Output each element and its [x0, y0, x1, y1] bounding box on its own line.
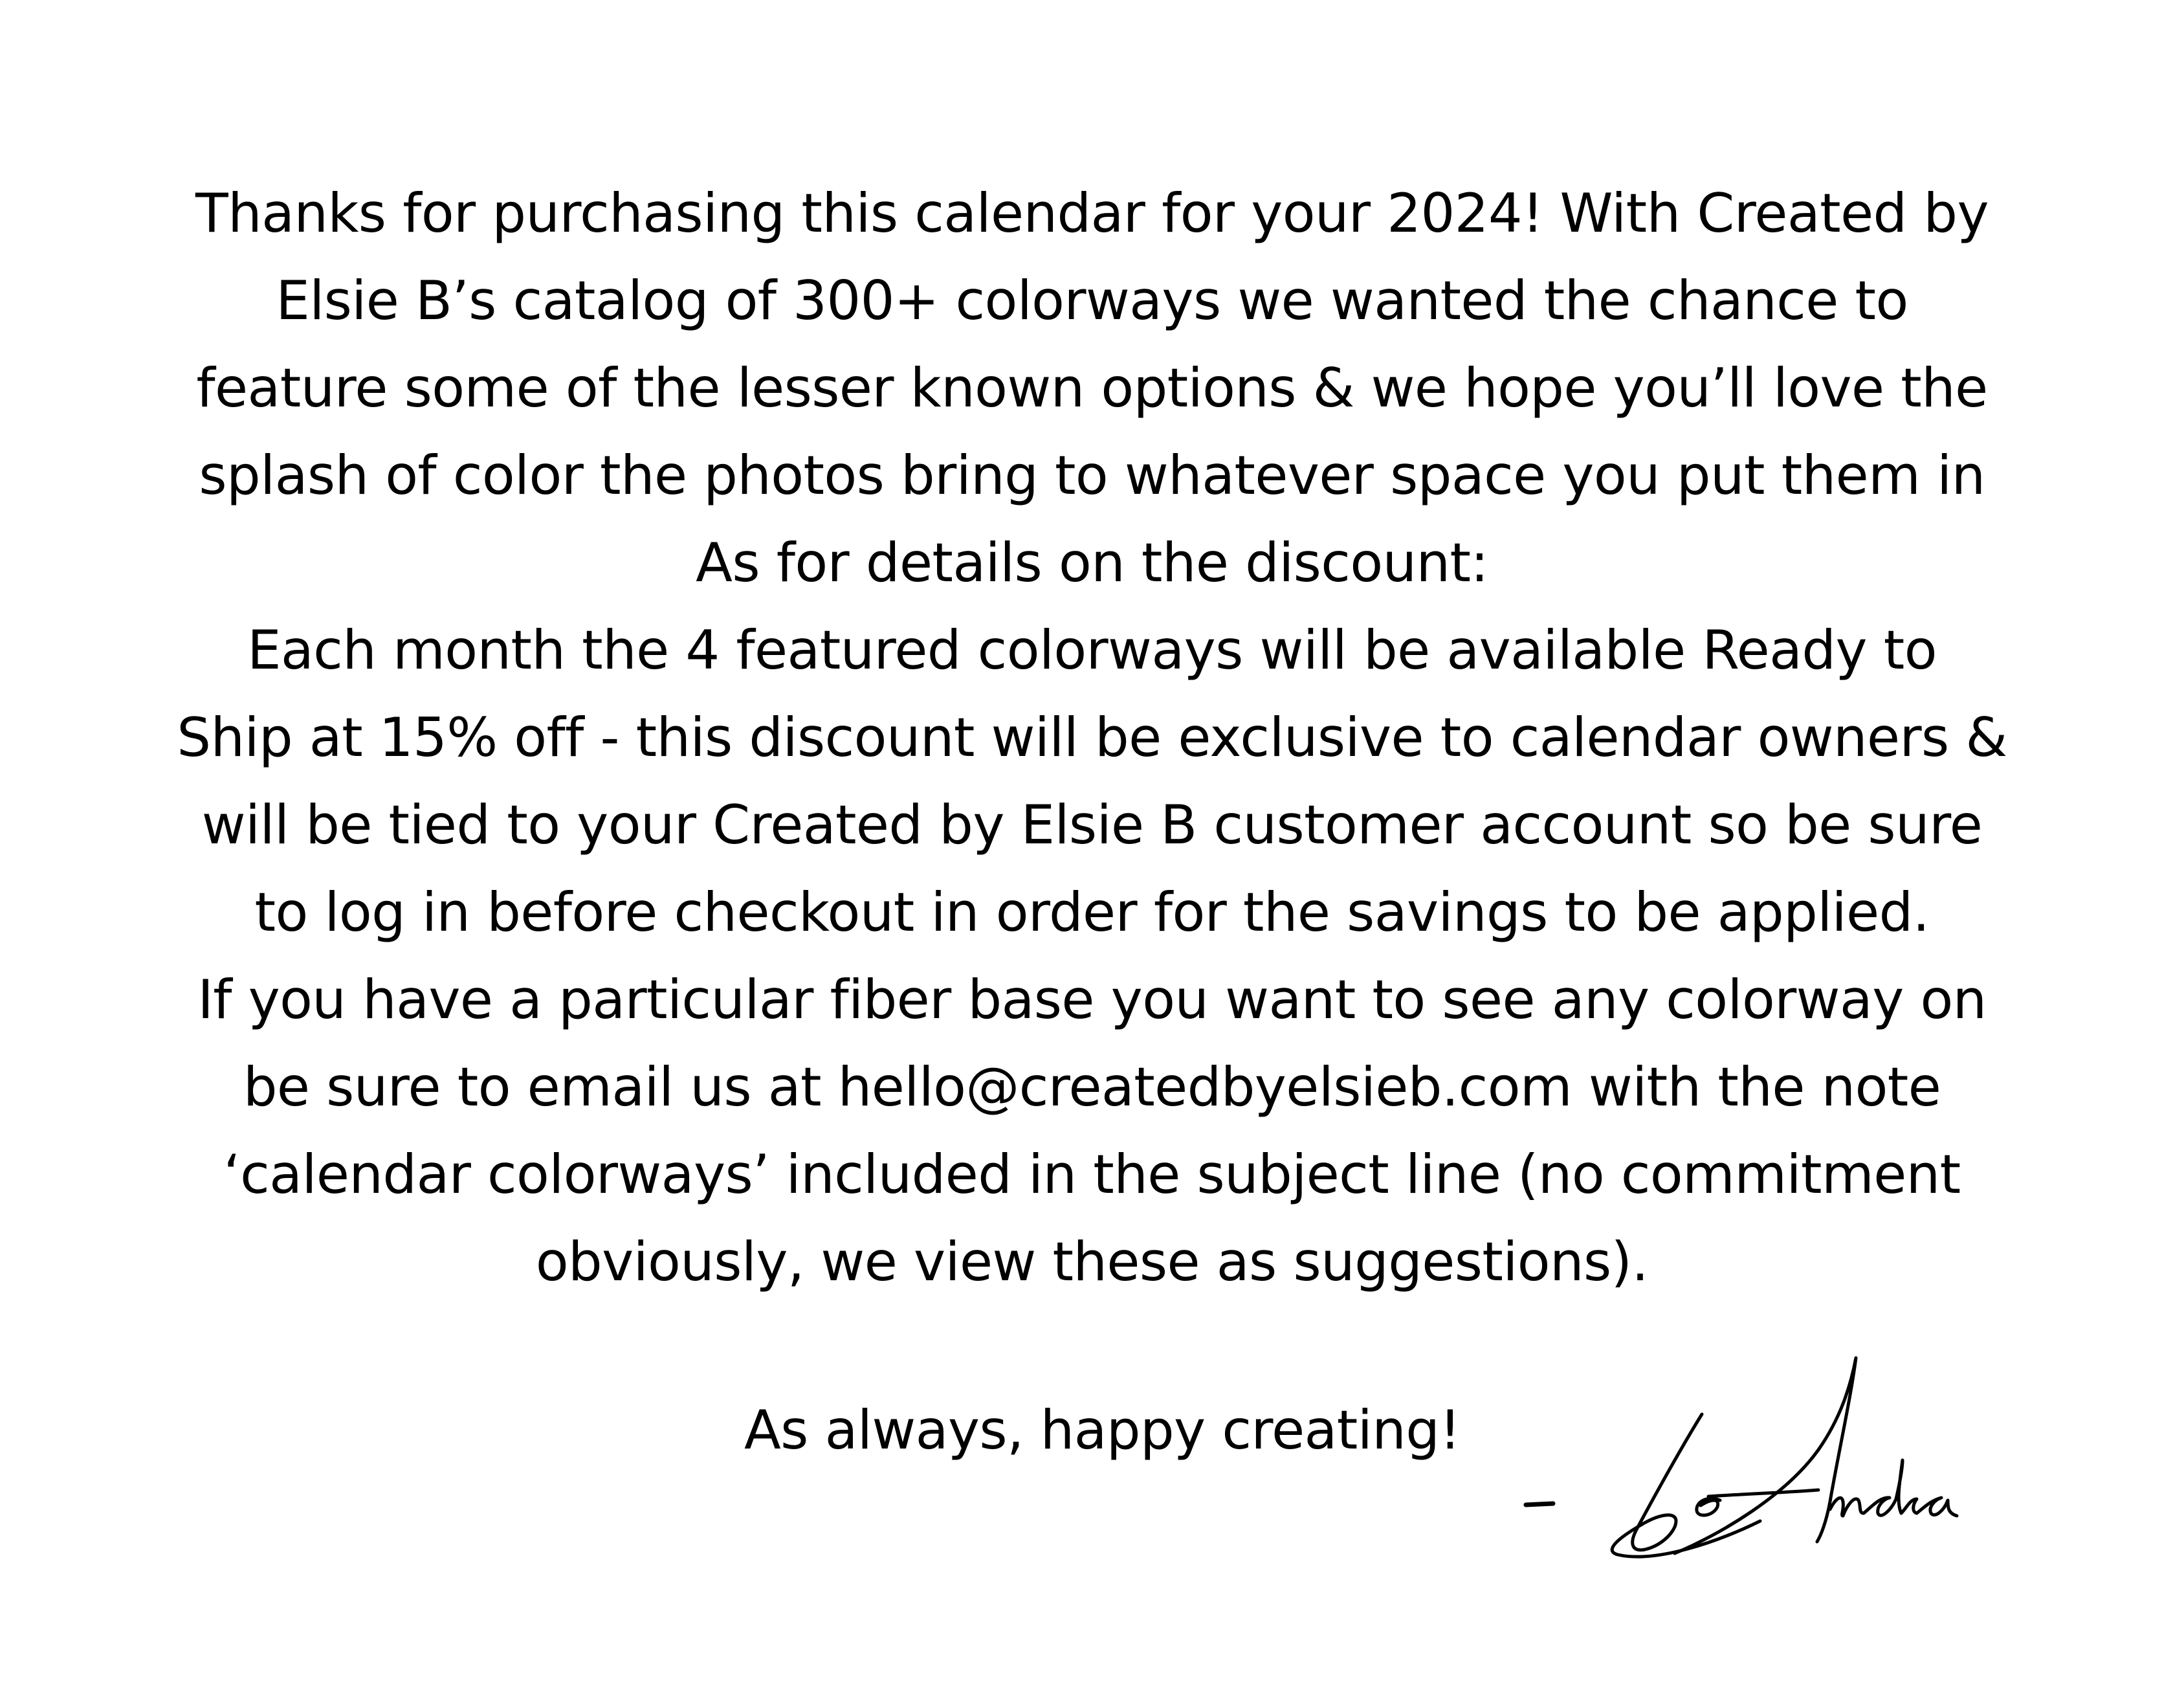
- letter-line: be sure to email us at hello@createdbyelsieb.com with the note: [243, 1056, 1941, 1118]
- letter-line: Each month the 4 featured colorways will be available Ready to: [247, 619, 1937, 682]
- signature-dash: [1526, 1504, 1553, 1505]
- letter-line: feature some of the lesser known options & we hope you’ll love the: [196, 357, 1988, 419]
- letter-line: to log in before checkout in order for the savings to be applied.: [254, 881, 1930, 944]
- signature-letters-ndra: [1830, 1460, 1957, 1516]
- letter-line: Ship at 15% off - this discount will be exclusive to calendar owners &: [177, 706, 2007, 769]
- signature-drawing: [1514, 1346, 2006, 1579]
- letter-line: If you have a particular fiber base you want to see any colorway on: [197, 968, 1987, 1031]
- signature-letter-e: [1697, 1498, 1720, 1515]
- letter-line: will be tied to your Created by Elsie B customer account so be sure: [201, 794, 1983, 856]
- handwritten-signature: [1514, 1346, 2006, 1579]
- letter-line: obviously, we view these as suggestions).: [535, 1230, 1649, 1293]
- letter-line: Thanks for purchasing this calendar for your 2024! With Created by: [195, 182, 1989, 245]
- letter-line: ‘calendar colorways’ included in the subject line (no commitment: [223, 1143, 1961, 1206]
- signature-letter-a: [1675, 1358, 1856, 1553]
- signature-a-crossbar: [1708, 1490, 1818, 1496]
- signature-letter-l: [1612, 1414, 1760, 1557]
- letter-line: As for details on the discount:: [696, 531, 1488, 594]
- letter-line: splash of color the photos bring to whatever space you put them in: [199, 444, 1985, 507]
- sign-off-text: As always, happy creating!: [744, 1399, 1461, 1461]
- letter-line: Elsie B’s catalog of 300+ colorways we wanted the chance to: [276, 269, 1908, 332]
- letter-body: [149, 170, 2035, 1305]
